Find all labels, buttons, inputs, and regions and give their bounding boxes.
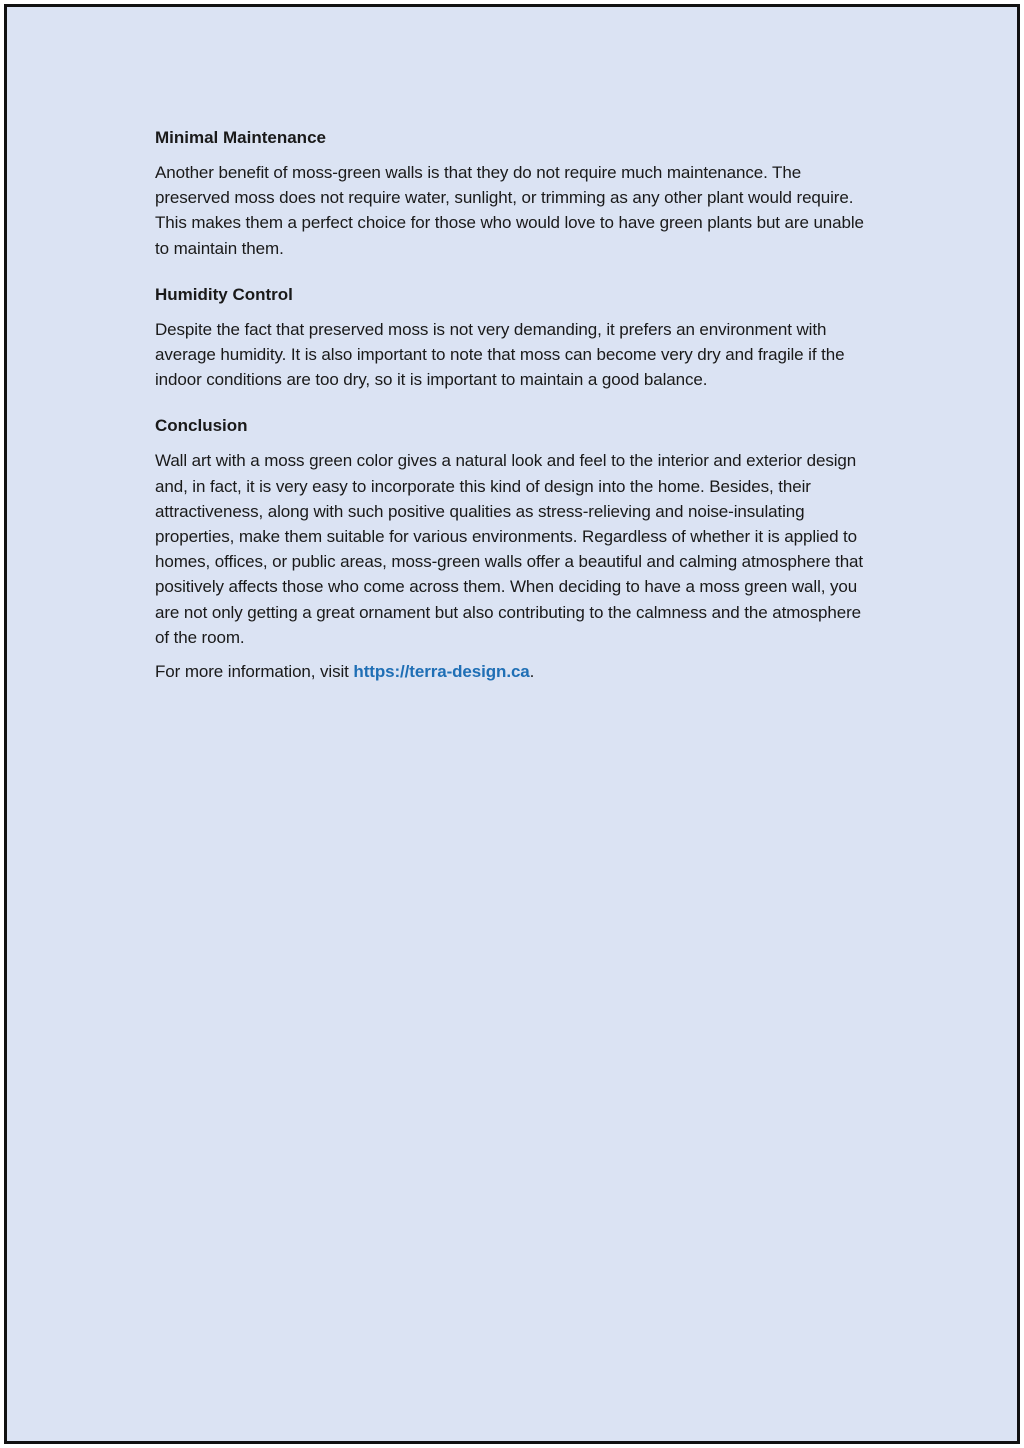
article-content [155, 125, 877, 705]
page-border-frame [4, 4, 1020, 1444]
website-link[interactable]: https://terra-design.ca [353, 662, 530, 682]
more-info-suffix: . [529, 662, 535, 682]
section-body-minimal-maintenance: Another benefit of moss-green walls is that they do not require much maintenance. The preserved moss does not require water, sunlight, or trimming as any other plant would require. This makes them a perfect choice for those who would love to have green plants but are unable to maintain them. [155, 163, 864, 258]
section-body-humidity-control: Despite the fact that preserved moss is not very demanding, it prefers an environment with average humidity. It is also important to note that moss can become very dry and fragile if the indoor conditions are too dry, so it is important to maintain a good balance. [155, 319, 845, 390]
more-info-prefix: For more information, visit [155, 662, 354, 682]
section-heading-humidity-control: Humidity Control [155, 284, 293, 304]
more-info-line [155, 659, 877, 684]
section-body-conclusion: Wall art with a moss green color gives a natural look and feel to the interior and exterior design and, in fact, it is very easy to incorporate this kind of design into the home. Besides, their attractiveness, along with such positive qualities as stress-relieving and noise-insulating properties, make them suitable for various environments. Regardless of whether it is applied to homes, offices, or public areas, moss-green walls offer a beautiful and calming atmosphere that positively affects those who come across them. When deciding to have a moss green wall, you are not only getting a great ornament but also contributing to the calmness and the atmosphere of the room. [155, 451, 864, 647]
section-heading-minimal-maintenance: Minimal Maintenance [155, 128, 326, 147]
section-heading-conclusion: Conclusion [155, 416, 248, 436]
